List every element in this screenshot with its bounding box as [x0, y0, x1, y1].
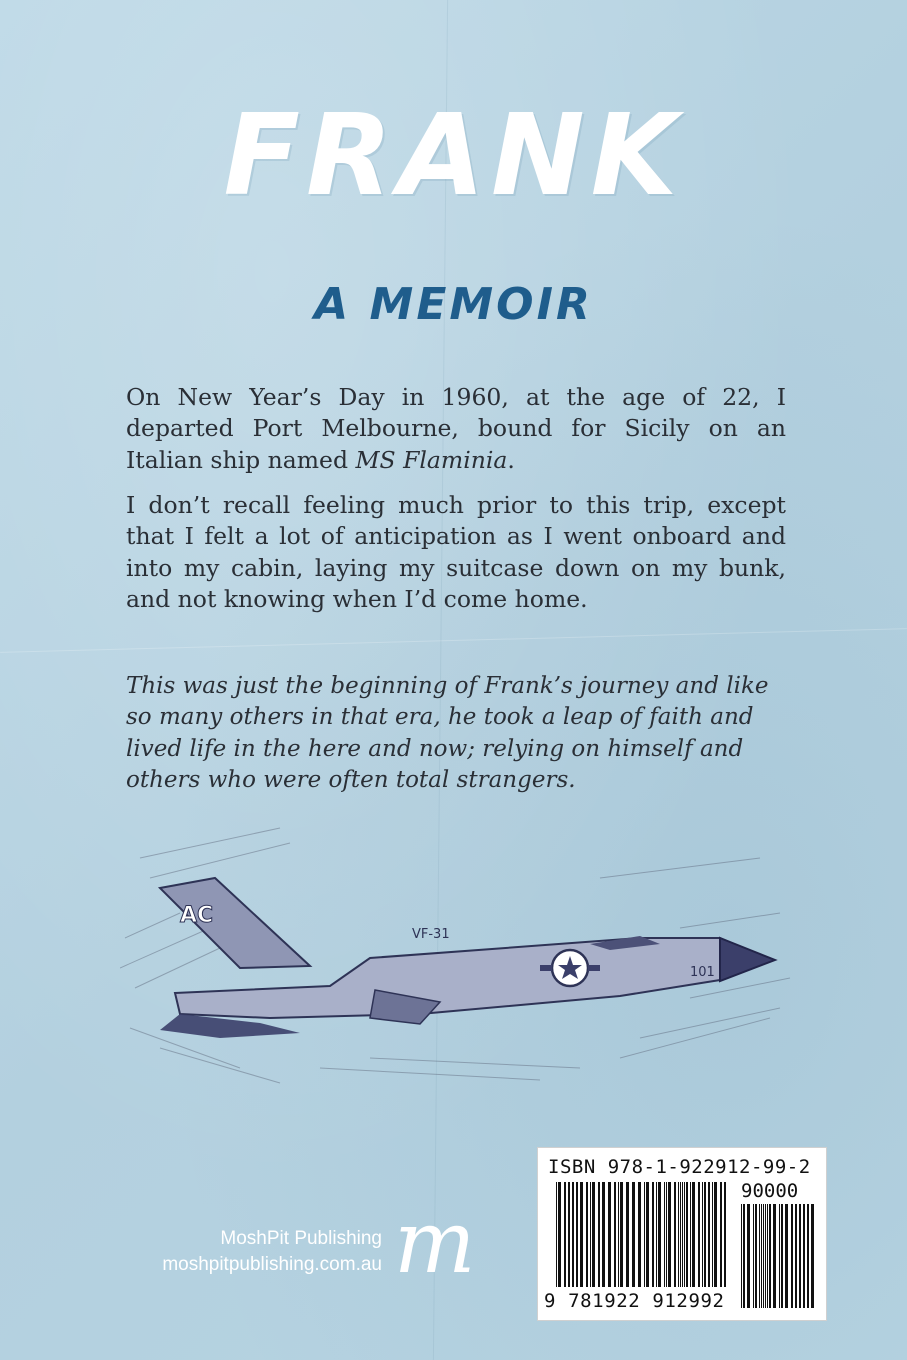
barcode-bar — [666, 1182, 667, 1287]
barcode-bar — [807, 1204, 809, 1308]
barcode-bar — [620, 1182, 623, 1287]
barcode-bar — [686, 1182, 688, 1287]
price-code: 90000 — [741, 1180, 799, 1202]
barcode-bar — [743, 1204, 745, 1308]
barcode-bar — [564, 1182, 566, 1287]
publisher-info — [120, 1228, 382, 1277]
barcode-bar — [779, 1204, 780, 1308]
barcode-bar — [704, 1182, 706, 1287]
barcode-bar — [556, 1182, 557, 1287]
barcode-bar — [763, 1204, 764, 1308]
barcode-bar — [674, 1182, 676, 1287]
barcode-bar — [761, 1204, 762, 1308]
blurb-paragraph-1 — [126, 382, 786, 476]
barcode-bar — [702, 1182, 703, 1287]
nose-number-label: 101 — [690, 965, 715, 980]
blurb-teaser: This was just the beginning of Frank’s journey and like so many others in that era, he took a leap of faith and lived life in the here and now; relying on himself and others who were often total strangers. — [126, 673, 769, 793]
book-subtitle: A MEMOIR — [314, 279, 593, 330]
barcode-bar — [580, 1182, 583, 1287]
squadron-label: VF-31 — [412, 927, 450, 942]
barcode-bar — [558, 1182, 561, 1287]
barcode-bar — [720, 1182, 722, 1287]
barcode-bar — [799, 1204, 801, 1308]
barcode-bar — [572, 1182, 574, 1287]
barcode-bar — [590, 1182, 591, 1287]
blurb-paragraph-1-text: On New Year’s Day in 1960, at the age of 22, I departed Port Melbourne, bound for Sicily on an Italian ship named — [126, 383, 786, 474]
fighter-jet-illustration — [120, 818, 800, 1098]
barcode-bar — [586, 1182, 588, 1287]
barcode-bar — [576, 1182, 578, 1287]
tail-code-label: AC — [180, 903, 214, 928]
barcode-bar — [690, 1182, 691, 1287]
addon-barcode-bars — [741, 1204, 817, 1308]
blurb-paragraph-2: I don’t recall feeling much prior to this trip, except that I felt a lot of anticipation as I went onboard and into my cabin, laying my suitcase down on my bunk, and not knowing when I’d come home. — [126, 491, 786, 614]
barcode-bar — [684, 1182, 685, 1287]
barcode-bar — [644, 1182, 645, 1287]
barcode-bar — [608, 1182, 611, 1287]
barcode-bar — [638, 1182, 641, 1287]
isbn-barcode — [537, 1147, 827, 1321]
barcode-bar — [698, 1182, 700, 1287]
barcode-bar — [632, 1182, 635, 1287]
barcode-bar — [759, 1204, 760, 1308]
barcode-bar — [811, 1204, 814, 1308]
barcode-bar — [785, 1204, 788, 1308]
barcode-bar — [747, 1204, 750, 1308]
barcode-bar — [781, 1204, 783, 1308]
barcode-bar — [568, 1182, 570, 1287]
barcode-bar — [753, 1204, 754, 1308]
isbn-label: ISBN 978-1-922912-99-2 — [548, 1156, 811, 1178]
barcode-bar — [668, 1182, 671, 1287]
book-title: FRANK — [223, 91, 684, 221]
barcode-bar — [724, 1182, 726, 1287]
publisher-name: MoshPit Publishing — [220, 1228, 382, 1249]
barcode-bar — [769, 1204, 771, 1308]
barcode-bar — [626, 1182, 629, 1287]
publisher-logo-letter: m — [394, 1206, 476, 1286]
barcode-bar — [692, 1182, 695, 1287]
barcode-bar — [618, 1182, 619, 1287]
barcode-bar — [773, 1204, 776, 1308]
blurb-paragraph-1-end: . — [507, 445, 515, 474]
barcode-bar — [708, 1182, 710, 1287]
barcode-bar — [602, 1182, 605, 1287]
barcode-bar — [664, 1182, 665, 1287]
barcode-bar — [791, 1204, 793, 1308]
publisher-logo — [388, 1206, 488, 1286]
paper-crease — [0, 628, 907, 653]
barcode-bar — [741, 1204, 742, 1308]
barcode-bar — [658, 1182, 661, 1287]
barcode-bar — [656, 1182, 657, 1287]
barcode-bar — [767, 1204, 768, 1308]
barcode-bar — [678, 1182, 679, 1287]
barcode-bar — [755, 1204, 757, 1308]
ship-name: MS Flaminia — [355, 445, 508, 474]
ean-digits: 9 781922 912992 — [544, 1290, 725, 1312]
barcode-bar — [592, 1182, 595, 1287]
barcode-bar — [682, 1182, 683, 1287]
barcode-bar — [646, 1182, 649, 1287]
barcode-bar — [652, 1182, 654, 1287]
barcode-bar — [803, 1204, 805, 1308]
barcode-bar — [614, 1182, 616, 1287]
barcode-bar — [714, 1182, 717, 1287]
ean-barcode-bars — [556, 1182, 728, 1287]
barcode-bar — [598, 1182, 600, 1287]
barcode-bar — [712, 1182, 713, 1287]
barcode-bar — [765, 1204, 766, 1308]
barcode-bar — [795, 1204, 797, 1308]
publisher-url: moshpitpublishing.com.au — [162, 1253, 382, 1275]
barcode-bar — [680, 1182, 681, 1287]
